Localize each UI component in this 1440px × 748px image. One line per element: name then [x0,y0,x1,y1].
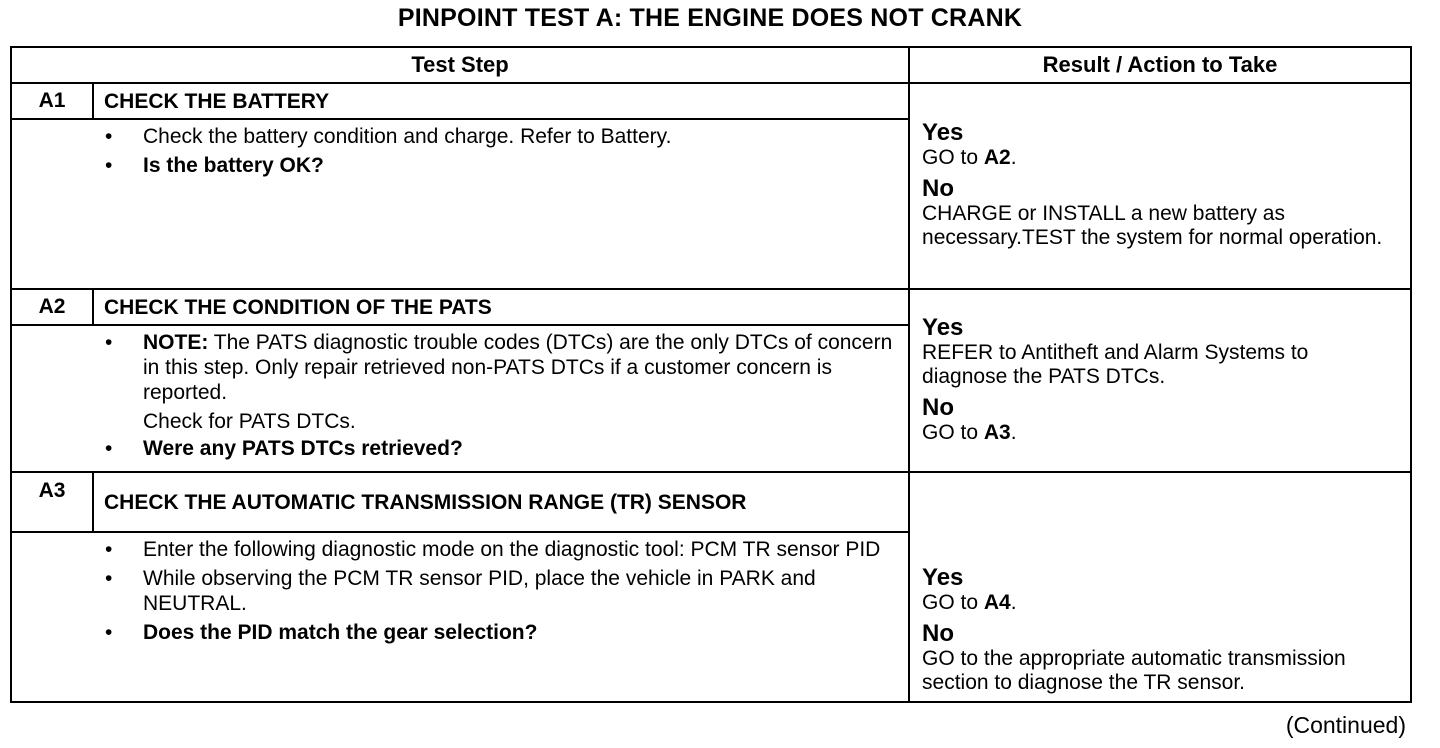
step-id: A1 [11,83,93,119]
list-item: • NOTE: The PATS diagnostic trouble codes (DTCs) are the only DTCs of concern in this step. Only repair retrieved non-PATS DTCs if a customer concern is reported. [105,331,893,404]
yes-action: GO to A2. [922,146,1017,169]
step-a2-result [909,289,1411,472]
step-a1-heading-row [11,83,1411,119]
header-test-step: Test Step [11,47,909,83]
yes-action: REFER to Antitheft and Alarm Systems to diagnose the PATS DTCs. [922,340,1309,388]
yes-label: Yes [922,564,964,591]
step-id-blank [11,532,93,702]
yes-action: GO to A4. [922,591,1017,614]
list-item: • Were any PATS DTCs retrieved? [105,437,463,460]
step-a3-result [909,472,1411,702]
step-a1-result [909,83,1411,289]
no-label: No [922,620,955,647]
step-heading: CHECK THE CONDITION OF THE PATS [93,289,909,325]
list-item: • Check the battery condition and charge. Refer to Battery. [105,125,672,148]
header-result-action: Result / Action to Take [909,47,1411,83]
list-item: • Enter the following diagnostic mode on the diagnostic tool: PCM TR sensor PID [105,538,881,561]
no-action: GO to A3. [922,420,1017,444]
continued-note: (Continued) [1285,712,1406,738]
step-heading: CHECK THE AUTOMATIC TRANSMISSION RANGE (TR) SENSOR [93,472,909,532]
step-a2-heading-row [11,289,1411,325]
list-item: • While observing the PCM TR sensor PID, place the vehicle in PARK and NEUTRAL. [105,567,816,615]
list-item: Check for PATS DTCs. [143,410,356,433]
step-a2-body [93,325,909,472]
list-item: • Is the battery OK? [105,154,324,177]
step-id: A2 [11,289,93,325]
step-heading: CHECK THE BATTERY [93,83,909,119]
no-label: No [922,393,955,421]
step-a3-body [93,532,909,702]
yes-label: Yes [922,313,964,341]
pinpoint-test-table [10,46,1412,703]
step-id-blank [11,119,93,289]
no-action: CHARGE or INSTALL a new battery as necessary.TEST the system for normal operation. [922,202,1383,249]
no-action: GO to the appropriate automatic transmission section to diagnose the TR sensor. [922,647,1346,694]
step-id-blank [11,325,93,472]
step-a3-heading-row [11,472,1411,532]
table-header-row [11,47,1411,83]
yes-label: Yes [922,119,964,146]
page-title: PINPOINT TEST A: THE ENGINE DOES NOT CRANK [397,4,1023,32]
step-id: A3 [11,472,93,532]
step-a1-body [93,119,909,289]
list-item: • Does the PID match the gear selection? [105,621,538,644]
no-label: No [922,175,955,202]
